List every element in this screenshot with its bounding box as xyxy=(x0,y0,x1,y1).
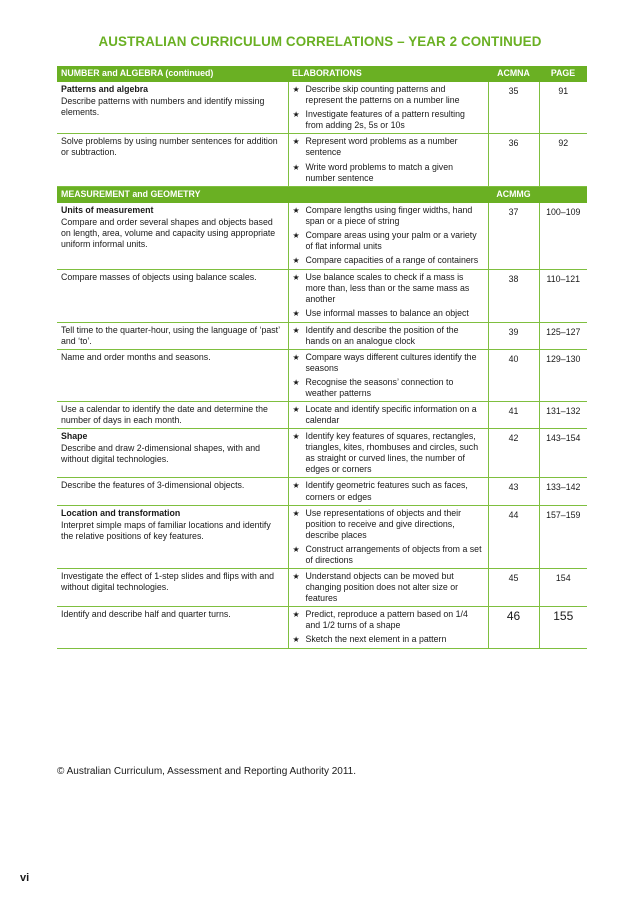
elaborations-cell xyxy=(288,569,488,607)
star-icon: ★ xyxy=(292,635,300,645)
content-description: Interpret simple maps of familiar locations and identify the relative positions of key features. xyxy=(61,519,271,541)
content-description-cell xyxy=(57,202,288,269)
elaboration-item xyxy=(293,136,484,158)
page-reference: 91 xyxy=(539,82,587,134)
elaboration-item xyxy=(293,377,484,399)
content-description: Compare masses of objects using balance scales. xyxy=(61,271,257,282)
table-row xyxy=(57,505,587,568)
elaboration-item xyxy=(293,508,484,541)
section-header-c3: ACMMG xyxy=(488,186,539,202)
table-row xyxy=(57,478,587,505)
elaborations-cell xyxy=(288,322,488,349)
curriculum-code: 45 xyxy=(488,569,539,607)
table-row xyxy=(57,401,587,428)
elaboration-item xyxy=(293,325,484,347)
elaboration-text: Compare areas using your palm or a variety of flat informal units xyxy=(305,229,477,252)
elaboration-item xyxy=(293,480,484,502)
elaborations-cell xyxy=(288,82,488,134)
elaboration-text: Identify key features of squares, rectangles, triangles, kites, rhombuses and circles, such as straight or curved lines, the number of edges or corners xyxy=(305,431,479,475)
table-row xyxy=(57,269,587,322)
elaborations-cell xyxy=(288,349,488,401)
strand-subheading: Units of measurement xyxy=(61,204,154,215)
content-description: Use a calendar to identify the date and determine the number of days in each month. xyxy=(61,403,268,426)
correlation-table xyxy=(57,66,587,649)
elaborations-cell xyxy=(288,478,488,505)
page-reference: 154 xyxy=(539,569,587,607)
content-description-cell xyxy=(57,401,288,428)
content-description-cell xyxy=(57,134,288,186)
page-title: AUSTRALIAN CURRICULUM CORRELATIONS – YEAR 2 CONTINUED xyxy=(98,34,542,49)
elaboration-item xyxy=(293,272,484,305)
curriculum-code: 42 xyxy=(488,429,539,478)
table-row xyxy=(57,607,587,649)
elaboration-text: Recognise the seasons’ connection to weather patterns xyxy=(305,376,454,398)
curriculum-code: 40 xyxy=(488,349,539,401)
content-description-cell xyxy=(57,607,288,649)
content-description: Describe the features of 3-dimensional objects. xyxy=(61,480,245,491)
elaboration-item xyxy=(293,609,484,631)
page-reference: 133–142 xyxy=(539,478,587,505)
section-header-c2 xyxy=(288,186,488,202)
elaboration-item xyxy=(293,84,484,106)
elaborations-cell xyxy=(288,269,488,322)
elaboration-text: Compare ways different cultures identify the seasons xyxy=(305,351,477,373)
elaboration-text: Predict, reproduce a pattern based on 1/4 and 1/2 turns of a shape xyxy=(305,609,468,631)
page-reference: 143–154 xyxy=(539,429,587,478)
section-header-c3: ACMNA xyxy=(488,66,539,82)
elaboration-text: Identify and describe the position of the hands on an analogue clock xyxy=(305,324,459,346)
star-icon: ★ xyxy=(292,272,300,282)
page-reference: 125–127 xyxy=(539,322,587,349)
elaboration-text: Use balance scales to check if a mass is more than, less than or the same mass as another xyxy=(305,271,470,304)
star-icon: ★ xyxy=(292,377,300,387)
content-description: Describe and draw 2-dimensional shapes, with and without digital technologies. xyxy=(61,443,261,465)
curriculum-code: 41 xyxy=(488,401,539,428)
elaborations-cell xyxy=(288,401,488,428)
content-description: Compare and order several shapes and objects based on length, area, volume and capacity using appropriate uniform informal units. xyxy=(61,216,276,250)
elaborations-cell xyxy=(288,202,488,269)
curriculum-code: 36 xyxy=(488,134,539,186)
content-description: Solve problems by using number sentences for addition or subtraction. xyxy=(61,136,278,158)
page-reference: 131–132 xyxy=(539,401,587,428)
elaboration-item xyxy=(293,352,484,374)
elaboration-item xyxy=(293,162,484,184)
elaborations-cell xyxy=(288,505,488,568)
section-header-c4 xyxy=(539,186,587,202)
star-icon: ★ xyxy=(292,137,300,147)
curriculum-code: 46 xyxy=(488,607,539,649)
star-icon: ★ xyxy=(292,85,300,95)
elaboration-text: Identify geometric features such as faces, corners or edges xyxy=(305,480,468,502)
table-row xyxy=(57,134,587,186)
content-description-cell xyxy=(57,349,288,401)
strand-subheading: Shape xyxy=(61,431,88,442)
star-icon: ★ xyxy=(292,325,300,335)
star-icon: ★ xyxy=(292,610,300,620)
strand-subheading: Patterns and algebra xyxy=(61,84,149,95)
star-icon: ★ xyxy=(292,544,300,554)
content-description: Tell time to the quarter-hour, using the language of ‘past’ and ‘to’. xyxy=(61,324,280,346)
curriculum-code: 35 xyxy=(488,82,539,134)
star-icon: ★ xyxy=(292,162,300,172)
star-icon: ★ xyxy=(292,230,300,240)
content-description-cell xyxy=(57,505,288,568)
curriculum-code: 43 xyxy=(488,478,539,505)
content-description-cell xyxy=(57,322,288,349)
content-description-cell xyxy=(57,269,288,322)
elaboration-item xyxy=(293,109,484,131)
table-row xyxy=(57,429,587,478)
curriculum-code: 37 xyxy=(488,202,539,269)
table-row xyxy=(57,202,587,269)
correlation-table-body xyxy=(57,66,587,648)
elaboration-text: Write word problems to match a given number sentence xyxy=(305,161,453,183)
content-description: Identify and describe half and quarter turns. xyxy=(61,609,231,620)
section-header-c1: NUMBER and ALGEBRA (continued) xyxy=(57,66,288,82)
elaboration-item xyxy=(293,634,484,646)
star-icon: ★ xyxy=(292,508,300,518)
copyright-notice: © Australian Curriculum, Assessment and Reporting Authority 2011. xyxy=(57,766,356,777)
elaboration-item xyxy=(293,431,484,475)
content-description-cell xyxy=(57,569,288,607)
page-number: vi xyxy=(20,872,30,884)
elaboration-text: Understand objects can be moved but changing position does not alter size or features xyxy=(305,571,459,604)
content-description-cell xyxy=(57,82,288,134)
elaboration-item xyxy=(293,205,484,227)
star-icon: ★ xyxy=(292,205,300,215)
page-reference: 110–121 xyxy=(539,269,587,322)
elaboration-item xyxy=(293,404,484,426)
content-description: Describe patterns with numbers and identify missing elements. xyxy=(61,96,265,118)
content-description: Investigate the effect of 1-step slides and flips with and without digital technologies. xyxy=(61,571,275,593)
star-icon: ★ xyxy=(292,110,300,120)
elaboration-text: Describe skip counting patterns and represent the patterns on a number line xyxy=(305,84,460,106)
elaboration-item xyxy=(293,230,484,252)
elaboration-text: Represent word problems as a number sentence xyxy=(305,136,458,158)
table-row xyxy=(57,82,587,134)
page-reference: 155 xyxy=(539,607,587,649)
page-reference: 157–159 xyxy=(539,505,587,568)
page-reference: 92 xyxy=(539,134,587,186)
star-icon: ★ xyxy=(292,432,300,442)
section-header-row xyxy=(57,186,587,202)
elaborations-cell xyxy=(288,134,488,186)
elaboration-item xyxy=(293,255,484,267)
section-header-c2: ELABORATIONS xyxy=(288,66,488,82)
elaboration-item xyxy=(293,571,484,604)
star-icon: ★ xyxy=(292,404,300,414)
content-description-cell xyxy=(57,478,288,505)
elaboration-text: Investigate features of a pattern resulting from adding 2s, 5s or 10s xyxy=(305,109,465,131)
star-icon: ★ xyxy=(292,256,300,266)
table-row xyxy=(57,322,587,349)
strand-subheading: Location and transformation xyxy=(61,507,181,518)
elaboration-text: Construct arrangements of objects from a set of directions xyxy=(305,543,482,565)
elaborations-cell xyxy=(288,429,488,478)
elaboration-text: Use representations of objects and their position to receive and give directions, describe places xyxy=(305,507,462,540)
content-description-cell xyxy=(57,429,288,478)
elaboration-text: Sketch the next element in a pattern xyxy=(305,634,447,645)
curriculum-code: 38 xyxy=(488,269,539,322)
page-reference: 129–130 xyxy=(539,349,587,401)
table-row xyxy=(57,569,587,607)
elaboration-item xyxy=(293,308,484,320)
section-header-c4: PAGE xyxy=(539,66,587,82)
elaboration-text: Compare capacities of a range of containers xyxy=(305,255,479,266)
curriculum-code: 44 xyxy=(488,505,539,568)
section-header-row xyxy=(57,66,587,82)
elaboration-text: Compare lengths using finger widths, hand span or a piece of string xyxy=(305,204,473,226)
elaborations-cell xyxy=(288,607,488,649)
table-row xyxy=(57,349,587,401)
section-header-c1: MEASUREMENT and GEOMETRY xyxy=(57,186,288,202)
page-reference: 100–109 xyxy=(539,202,587,269)
elaboration-item xyxy=(293,544,484,566)
content-description: Name and order months and seasons. xyxy=(61,351,211,362)
star-icon: ★ xyxy=(292,308,300,318)
star-icon: ★ xyxy=(292,572,300,581)
star-icon: ★ xyxy=(292,352,300,362)
star-icon: ★ xyxy=(292,481,300,491)
curriculum-code: 39 xyxy=(488,322,539,349)
elaboration-text: Locate and identify specific information on a calendar xyxy=(305,403,477,426)
elaboration-text: Use informal masses to balance an object xyxy=(305,307,469,318)
